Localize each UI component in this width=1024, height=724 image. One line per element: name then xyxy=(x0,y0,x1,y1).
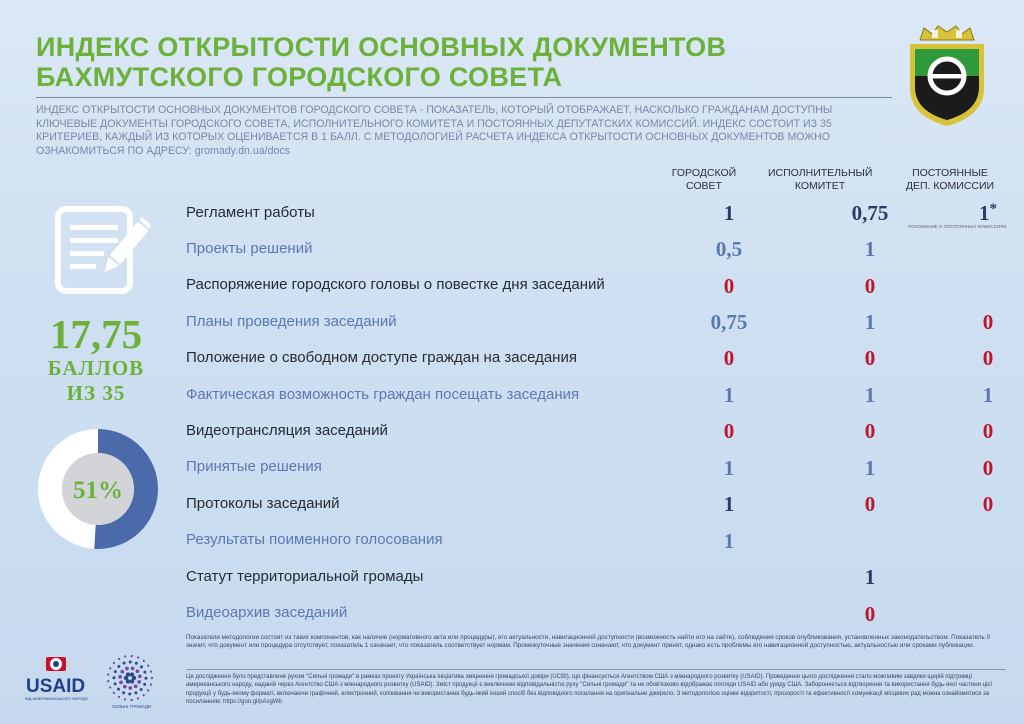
page-title xyxy=(36,32,856,92)
logo-dot xyxy=(130,672,134,676)
logo-dot xyxy=(143,683,146,686)
logo-dot xyxy=(118,696,120,698)
logo-dot xyxy=(143,671,146,674)
title-line-2: БАХМУТСКОГО ГОРОДСКОГО СОВЕТА xyxy=(36,62,563,92)
logo-dot xyxy=(137,656,139,658)
row-value-council: 0,5 xyxy=(715,237,743,261)
row-label: Планы проведения заседаний xyxy=(186,313,397,330)
logo-dot xyxy=(147,689,149,691)
row-label: Видеотрансляция заседаний xyxy=(186,422,388,439)
logo-dot xyxy=(107,674,109,676)
logo-dot xyxy=(150,670,152,672)
logo-dot xyxy=(118,658,120,660)
row-value-committee: 1 xyxy=(864,383,876,407)
description-text: ИНДЕКС ОТКРЫТОСТИ ОСНОВНЫХ ДОКУМЕНТОВ ГОРОДСКОГО СОВЕТА - ПОКАЗАТЕЛЬ, КОТОРЫЙ ОТОБРАЖАЕТ, НАСКОЛЬКО ГРАЖДАНАМ ДОСТУПНЫ КЛЮЧЕВЫЕ ДОКУМЕНТЫ ГОРОДСКОГО СОВЕТА, ИСПОЛНИТЕЛЬНОГО КОМИТЕТА И ПОСТОЯННЫХ ДЕПУТАТСКИХ КОМИССИЙ. ИНДЕКС СОСТОИТ ИЗ 35 КРИТЕРИЕВ, КАЖДЫЙ ИЗ КОТОРЫХ ОЦЕНИВАЕТСЯ В 1 БАЛЛ. С МЕТОДОЛОГИЕЙ РАСЧЕТА ИНДЕКСА ОТКРЫТОСТИ ОСНОВНЫХ ДОКУМЕНТОВ МОЖНО ОЗНАКОМИТЬСЯ ПО АДРЕСУ: xyxy=(36,104,833,157)
logo-dot xyxy=(134,684,138,688)
row-value-committee: 0 xyxy=(864,346,876,370)
logo-dot xyxy=(138,674,142,678)
row-value-council: 0 xyxy=(723,274,735,298)
row-value-council: 1 xyxy=(723,492,735,516)
row-value-council: 0 xyxy=(723,419,735,443)
score-block xyxy=(36,312,156,406)
column-header-standing-commissions: ПОСТОЯННЫЕ ДЕП. КОМИССИИ xyxy=(905,167,995,192)
usaid-logo xyxy=(25,657,89,701)
logo-dot xyxy=(109,686,111,688)
logo-dot xyxy=(109,667,111,669)
logo-dot xyxy=(147,665,149,667)
donut-percent-label: 51% xyxy=(73,477,123,504)
score-unit: БАЛЛОВ xyxy=(47,356,145,380)
row-value-commissions: 0 xyxy=(982,310,994,334)
row-value-council: 1 xyxy=(723,201,735,225)
row-value-commissions: 0 xyxy=(982,346,994,370)
row-label: Положение о свободном доступе граждан на заседания xyxy=(186,349,577,366)
logo-dot xyxy=(107,680,109,682)
row-value-committee: 1 xyxy=(864,565,876,589)
logo-dot xyxy=(114,670,117,673)
logo-dot xyxy=(124,698,126,700)
logo-dot xyxy=(130,679,134,683)
score-total: ИЗ 35 xyxy=(66,381,126,405)
row-value-council: 1 xyxy=(723,456,735,480)
row-value-committee: 1 xyxy=(864,310,876,334)
row-label: Статут территориальной громады xyxy=(186,568,424,585)
row-value-committee: 0 xyxy=(864,602,876,626)
row-value-committee: 0,75 xyxy=(851,201,889,225)
document-edit-icon xyxy=(54,205,150,295)
strong-communities-logo xyxy=(107,655,153,701)
row-value-commissions: 0 xyxy=(982,492,994,516)
row-value-committee: 0 xyxy=(864,492,876,516)
logo-dot xyxy=(131,666,135,670)
logo-dot xyxy=(125,667,129,671)
logo-dot xyxy=(118,675,122,679)
logo-dot xyxy=(126,672,130,676)
title-line-1: ИНДЕКС ОТКРЫТОСТИ ОСНОВНЫХ ДОКУМЕНТОВ xyxy=(36,32,727,62)
logo-dot xyxy=(123,662,126,665)
logo-dot xyxy=(134,691,137,694)
row-value-committee: 0 xyxy=(864,274,876,298)
row-value-commissions: 1* xyxy=(979,201,997,225)
strong-communities-caption: СИЛЬНІ ГРОМАДИ xyxy=(112,704,152,709)
logo-dot xyxy=(113,676,116,679)
row-value-council: 0 xyxy=(723,346,735,370)
logo-dot xyxy=(117,665,120,668)
usaid-subtitle: ВІД АМЕРИКАНСЬКОГО НАРОДУ xyxy=(25,696,89,701)
logo-dot xyxy=(140,665,143,668)
logo-dot xyxy=(150,683,152,685)
logo-dot xyxy=(143,660,145,662)
logo-dot xyxy=(143,694,145,696)
logo-dot xyxy=(113,662,115,664)
row-value-council: 1 xyxy=(723,383,735,407)
row-value-council: 1 xyxy=(723,529,735,553)
logo-dot xyxy=(144,677,147,680)
logo-dot xyxy=(117,688,120,691)
logo-dot xyxy=(123,685,127,689)
footnote-small: ПОЛОЖЕНИЕ О ПОСТОЯННЫХ КОМИССИЯХ xyxy=(908,224,1007,229)
logo-dot xyxy=(113,692,115,694)
row-value-committee: 1 xyxy=(864,456,876,480)
title-divider xyxy=(36,97,892,98)
logo-dot xyxy=(137,697,139,699)
methodology-note: Показатели методологии состоят из таких компонентов, как наличие (нормативного акта или процедуры), его актуальности, навигационной доступности (возможность найти его на сайте), соблюдения сроков опубликования, установленных законодательством. Показатель 0 значит, что документ или процедура отсутствует, показатель 1 означает, что показатель соответствует нормам. Промежуточные значения означают, что документ принят, однако есть проблемы его навигационной доступностью, актуальностью или сроками публикации. xyxy=(186,634,991,650)
logo-dot xyxy=(128,692,131,695)
logo-dot xyxy=(131,655,133,657)
description xyxy=(36,104,892,158)
footnote-star: * xyxy=(989,201,997,217)
logo-dot xyxy=(124,655,126,657)
column-header-city-council: ГОРОДСКОЙ СОВЕТ xyxy=(671,167,737,192)
logo-dot xyxy=(135,662,138,665)
coat-of-arms-icon xyxy=(902,24,992,128)
column-header-executive-committee: ИСПОЛНИТЕЛЬНЫЙ КОМИТЕТ xyxy=(768,167,873,192)
row-label: Проекты решений xyxy=(186,240,313,257)
logo-dot xyxy=(136,669,140,673)
row-value-commissions: 1 xyxy=(982,383,994,407)
row-label: Видеоархив заседаний xyxy=(186,604,348,621)
row-value-council: 0,75 xyxy=(710,310,748,334)
row-label: Результаты поименного голосования xyxy=(186,531,443,548)
row-value-commissions: 0 xyxy=(982,456,994,480)
footer-divider xyxy=(186,669,1006,670)
logo-dot xyxy=(140,688,143,691)
usaid-wordmark: USAID xyxy=(26,676,86,697)
partner-logos xyxy=(20,652,170,722)
logo-dot xyxy=(119,681,123,685)
row-label: Фактическая возможность граждан посещать заседания xyxy=(186,386,580,403)
row-value-committee: 1 xyxy=(864,237,876,261)
logo-dot xyxy=(130,699,132,701)
logo-dot xyxy=(128,686,132,690)
percent-donut-chart xyxy=(38,428,158,550)
logo-dot xyxy=(137,680,141,684)
row-value-commissions: 0 xyxy=(982,419,994,443)
row-label: Регламент работы xyxy=(186,204,315,221)
row-value-committee: 0 xyxy=(864,419,876,443)
logo-dot xyxy=(122,691,125,694)
score-value: 17,75 xyxy=(49,311,143,357)
logo-dot xyxy=(129,661,132,664)
row-label: Распоряжение городского головы о повестке дня заседаний xyxy=(186,276,605,293)
row-label: Принятые решения xyxy=(186,458,322,475)
logo-dot xyxy=(120,670,124,674)
disclaimer-text: Це дослідження було представлене рухом "Сильні громади" в рамках проекту Українська ініціатива зміцнення громадської довіри (UCBI), що фінансується Агентством США з міжнародного розвитку (USAID). Проведення цього дослідження стало можливим завдяки щирій підтримці американського народу, наданій через Агентство США з міжнародного розвитку (USAID). Зміст продукції є виключною відповідальністю руху "Сильні громади" та не обов'язково відображає погляди USAID або уряду США. Забороняється відтворення та використання будь-якої частини цієї продукції у будь-якому форматі, включаючи графічний, електронний, копіювання чи використання будь-який інший спосіб без відповідного посилання на оригінальне джерело. З методологією оцінки відкритості, прозорості та ефективності комунікації місцевих рад можна ознайомитися за посиланням: https://goo.gl/pAsgWb xyxy=(186,674,993,706)
row-label: Протоколы заседаний xyxy=(186,495,340,512)
logo-dot xyxy=(151,677,153,679)
methodology-url[interactable]: gromady.dn.ua/docs xyxy=(194,144,290,157)
logo-dot xyxy=(114,682,117,685)
